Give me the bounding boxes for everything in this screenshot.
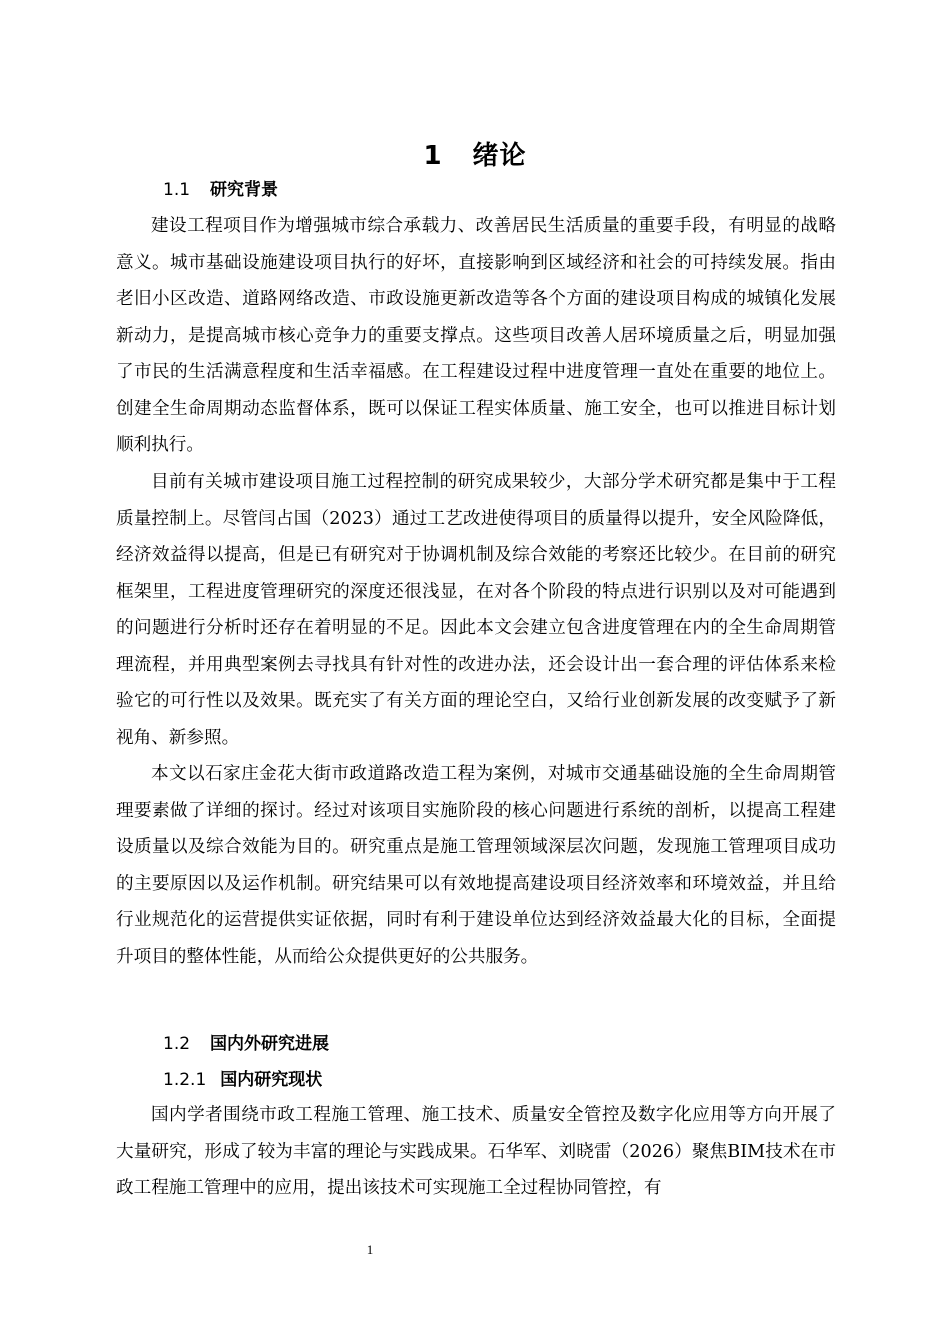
section-heading-1-1 (163, 176, 278, 204)
section-heading-1-2 (163, 1030, 329, 1058)
chapter-title (0, 136, 950, 176)
subsection-title: 国内研究现状 (220, 1070, 323, 1090)
section-number: 1.1 (163, 180, 191, 200)
section-title: 国内外研究进展 (210, 1034, 330, 1054)
chapter-number: 1 (423, 141, 443, 171)
page-number: 1 (366, 1242, 374, 1257)
section-number: 1.2 (163, 1034, 191, 1054)
chapter-title-text: 绪论 (472, 141, 527, 171)
paragraph: 国内学者围绕市政工程施工管理、施工技术、质量安全管控及数字化应用等方向开展了大量研究，形成了较为丰富的理论与实践成果。石华军、刘晓雷（2026）聚焦BIM技术在市政工程施工管理中的应用，提出该技术可实现施工全过程协同管控，有 (116, 1105, 836, 1198)
paragraph: 目前有关城市建设项目施工过程控制的研究成果较少，大部分学术研究都是集中于工程质量控制上。尽管闫占国（2023）通过工艺改进使得项目的质量得以提升，安全风险降低，经济效益得以提高，但是已有研究对于协调机制及综合效能的考察还比较少。在目前的研究框架里，工程进度管理研究的深度还很浅显，在对各个阶段的特点进行识别以及对可能遇到的问题进行分析时还存在着明显的不足。因此本文会建立包含进度管理在内的全生命周期管理流程，并用典型案例去寻找具有针对性的改进办法，还会设计出一套合理的评估体系来检验它的可行性以及效果。既充实了有关方面的理论空白，又给行业创新发展的改变赋予了新视角、新参照。 (116, 472, 836, 748)
section-title: 研究背景 (210, 180, 279, 200)
paragraph: 本文以石家庄金花大街市政道路改造工程为案例，对城市交通基础设施的全生命周期管理要素做了详细的探讨。经过对该项目实施阶段的核心问题进行系统的剖析，以提高工程建设质量以及综合效能为目的。研究重点是施工管理领域深层次问题，发现施工管理项目成功的主要原因以及运作机制。研究结果可以有效地提高建设项目经济效率和环境效益，并且给行业规范化的运营提供实证依据，同时有利于建设单位达到经济效益最大化的目标，全面提升项目的整体性能，从而给公众提供更好的公共服务。 (116, 764, 836, 967)
subsection-heading-1-2-1 (163, 1066, 322, 1094)
paragraph: 建设工程项目作为增强城市综合承载力、改善居民生活质量的重要手段，有明显的战略意义。城市基础设施建设项目执行的好坏，直接影响到区域经济和社会的可持续发展。指由老旧小区改造、道路网络改造、市政设施更新改造等各个方面的建设项目构成的城镇化发展新动力，是提高城市核心竞争力的重要支撑点。这些项目改善人居环境质量之后，明显加强了市民的生活满意程度和生活幸福感。在工程建设过程中进度管理一直处在重要的地位上。创建全生命周期动态监督体系，既可以保证工程实体质量、施工安全，也可以推进目标计划顺利执行。 (116, 216, 836, 455)
subsection-number: 1.2.1 (163, 1070, 207, 1090)
